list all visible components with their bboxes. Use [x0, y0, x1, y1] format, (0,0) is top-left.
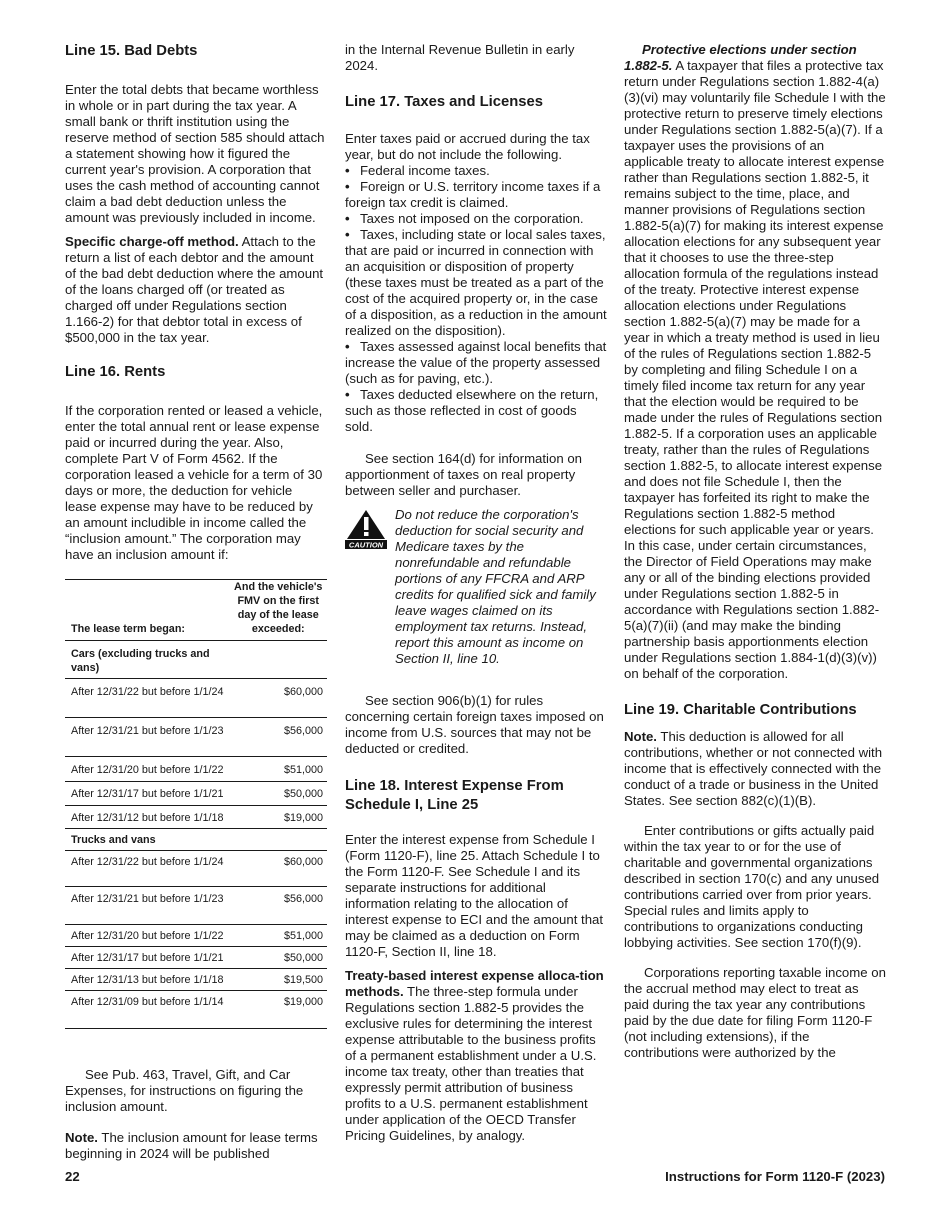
table-row-amount: $56,000	[283, 893, 323, 905]
caution-icon	[345, 509, 387, 549]
line-15-paragraph: Enter the total debts that became worthless in whole or in part during the tax year. A small bank or thrift institution using the reserve method of section 585 should attach a statement showing how it figured the current year's provision. A corporation that uses the cash method of accounting cannot claim a bad debt deduction unless the amount was previously included in income.	[65, 82, 325, 225]
line-19-note-paragraph	[624, 729, 886, 809]
column-left	[65, 42, 327, 1162]
pub-463-paragraph: See Pub. 463, Travel, Gift, and Car Expenses, for instructions on figuring the inclusion amount.	[65, 1067, 304, 1114]
table-row-term: After 12/31/21 but before 1/1/23	[71, 725, 224, 737]
heading-line-15: Line 15. Bad Debts	[65, 43, 198, 59]
table-row-term: After 12/31/22 but before 1/1/24	[71, 856, 224, 868]
table-row-amount: $51,000	[283, 764, 323, 776]
table-row-term: After 12/31/13 but before 1/1/18	[71, 974, 224, 986]
page-number: 22	[65, 1169, 80, 1184]
list-item: • Foreign or U.S. territory income taxes if a foreign tax credit is claimed.	[345, 179, 607, 211]
table-row-amount: $50,000	[283, 788, 323, 800]
table-row-term: After 12/31/20 but before 1/1/22	[71, 930, 224, 942]
caution-text: Do not reduce the corporation's deduction for social security and Medicare taxes by the nonrefundable and refundable portions of any FFCRA and ARP credits for qualified sick and family leave wages claimed on its employment tax returns. Instead, report this amount as income on Section II, line 10.	[395, 507, 596, 666]
table-row-amount: $50,000	[283, 952, 323, 964]
line-17-paragraph: Enter taxes paid or accrued during the tax year, but do not include the following.	[345, 131, 590, 162]
form-title-footer: Instructions for Form 1120-F (2023)	[665, 1169, 885, 1184]
table-row-term: After 12/31/22 but before 1/1/24	[71, 686, 224, 698]
treaty-based-text: The three-step formula under Regulations section 1.882-5 provides the exclusive rules for determining the interest expense attributable to the business profits of a permanent establishment under a U.S. income tax treaty, other than treaties that expressly permit attribution of business profits to a U.S. permanent establishment under application of the OECD Transfer Pricing Guidelines, by analogy.	[345, 984, 597, 1143]
table-row-amount: $60,000	[283, 856, 323, 868]
line-19-note-lead: Note.	[624, 729, 657, 744]
lease-inclusion-table	[65, 579, 327, 1029]
table-section-trucks: Trucks and vans	[71, 834, 156, 846]
specific-charge-off-lead: Specific charge-off method.	[65, 234, 239, 249]
note-paragraph	[65, 1130, 327, 1162]
note-lead: Note.	[65, 1130, 98, 1145]
heading-line-16: Line 16. Rents	[65, 364, 166, 380]
protective-elections-paragraph	[624, 42, 886, 682]
continued-paragraph: in the Internal Revenue Bulletin in early 2024.	[345, 42, 575, 73]
excluded-taxes-list	[345, 163, 607, 435]
list-item: • Taxes deducted elsewhere on the return, such as those reflected in cost of goods sold.	[345, 387, 607, 435]
section-164d-paragraph: See section 164(d) for information on apportionment of taxes on real property between seller and purchaser.	[345, 451, 582, 498]
section-906-paragraph: See section 906(b)(1) for rules concerning certain foreign taxes imposed on income from U.S. sources that may not be deducted or credited.	[345, 693, 604, 756]
table-header-term: The lease term began:	[71, 623, 186, 635]
column-middle	[345, 42, 607, 1144]
list-item: • Taxes, including state or local sales taxes, that are paid or incurred in connection with an acquisition or disposition of property (these taxes must be treated as a part of the cost of the acquired property or, in the case of a disposition, as a reduction in the amount realized on the disposition).	[345, 227, 607, 339]
specific-charge-off-paragraph	[65, 234, 327, 346]
table-row-term: After 12/31/17 but before 1/1/21	[71, 788, 224, 800]
accrual-method-paragraph: Corporations reporting taxable income on the accrual method may elect to treat as paid during the tax year any contributions paid by the due date for filing Form 1120-F (not including extensions), if the contributions were authorized by the	[624, 965, 886, 1060]
heading-line-19: Line 19. Charitable Contributions	[624, 702, 857, 718]
heading-line-17: Line 17. Taxes and Licenses	[345, 94, 543, 110]
table-row-term: After 12/31/21 but before 1/1/23	[71, 893, 224, 905]
caution-note	[345, 507, 607, 667]
treaty-based-paragraph	[345, 968, 607, 1144]
table-row-term: After 12/31/20 but before 1/1/22	[71, 764, 224, 776]
table-row-amount: $19,500	[283, 974, 323, 986]
line-18-paragraph: Enter the interest expense from Schedule I (Form 1120-F), line 25. Attach Schedule I to the Form 1120-F. See Schedule I and its separate instructions for additional information relating to the allocation of interest expense to ECI and the amount that may be claimed as a deduction on Form 1120-F, Section II, line 18.	[345, 832, 604, 959]
table-row-term: After 12/31/17 but before 1/1/21	[71, 952, 224, 964]
table-row-amount: $56,000	[283, 725, 323, 737]
line-16-paragraph: If the corporation rented or leased a vehicle, enter the total annual rent or lease expense paid or incurred during the year. Also, complete Part V of Form 4562. If the corporation leased a vehicle for a term of 30 days or more, the deduction for vehicle lease expense may have to be reduced by an amount includible in income called the “inclusion amount.” The corporation may have an inclusion amount if:	[65, 403, 323, 562]
table-row-term: After 12/31/09 but before 1/1/14	[71, 996, 224, 1008]
column-right	[624, 42, 886, 1061]
list-item: • Taxes not imposed on the corporation.	[345, 211, 607, 227]
protective-elections-text: A taxpayer that files a protective tax return under Regulations section 1.882-4(a)(3)(vi) may voluntarily file Schedule I with the protective return to preserve timely elections under Regulations section 1.882-5(a)(7). If a taxpayer uses the provisions of an applicable treaty to allocate interest expense rather than Regulations section 1.882-5, it remains subject to the time, place, and manner provisions of Regulations section 1.882-5(a)(7) for making its interest expense allocation elections for any subsequent year that it chooses to use the three-step allocation formula of the regulations instead of the treaty. Protective interest expense allocation elections under Regulations section 1.882-5(a)(7) may be made for a year in which a treaty method is used in lieu of the rules of Regulations section 1.882-5 by completing and filing Schedule I on a timely filed income tax return for any year that the election would be required to be made under the rules of Regulations section 1.882-5. If a corporation uses an applicable treaty, rather than the rules of Regulations section 1.882-5, to allocate interest expense and does not file Schedule I, then the taxpayer has forfeited its right to make the Regulations section 1.882-5 method elections for such applicable year or years. In this case, under certain circumstances, the Director of Field Operations may make any or all of the binding elections provided under Regulations section 1.882-5 in accordance with Regulations section 1.882-5(a)(7)(ii) (and may make the binding partnership basis apportionments election under Regulations section 1.884-1(d)(3)(v)) on behalf of the corporation.	[624, 58, 886, 681]
table-row-term: After 12/31/12 but before 1/1/18	[71, 812, 224, 824]
table-row-amount: $51,000	[283, 930, 323, 942]
specific-charge-off-text: Attach to the return a list of each debtor and the amount of the bad debt deduction where the amount of the loans charged off (or treated as charged off under Regulations section 1.166-2) for that debtor total in excess of $500,000 in the tax year.	[65, 234, 324, 345]
table-row-amount: $19,000	[283, 812, 323, 824]
list-item: • Taxes assessed against local benefits that increase the value of the property assessed (such as for paving, etc.).	[345, 339, 607, 387]
list-item: • Federal income taxes.	[345, 163, 607, 179]
caution-label: CAUTION	[348, 540, 384, 549]
treaty-based-lead: Treaty-based interest expense alloca-tion methods.	[345, 968, 604, 999]
heading-line-18: Line 18. Interest Expense From Schedule I, Line 25	[345, 778, 564, 813]
protective-elections-lead: Protective elections under section 1.882-5.	[624, 42, 857, 73]
table-row-amount: $60,000	[283, 686, 323, 698]
line-19-note-text: This deduction is allowed for all contributions, whether or not connected with income that is effectively connected with the conduct of a trade or business in the United States. See section 882(c)(1)(B).	[624, 729, 883, 808]
note-text: The inclusion amount for lease terms beginning in 2024 will be published	[65, 1130, 318, 1161]
contributions-paragraph: Enter contributions or gifts actually paid within the tax year to or for the use of charitable and governmental organizations described in section 170(c) and any unused contributions carried over from prior years. Special rules and limits apply to contributions to organizations conducting lobbying activities. See section 170(f)(9).	[624, 823, 880, 950]
table-section-cars: Cars (excluding trucks and vans)	[71, 648, 210, 674]
table-row-amount: $19,000	[283, 996, 323, 1008]
table-header-fmv: And the vehicle's FMV on the first day of the lease exceeded:	[234, 581, 323, 635]
